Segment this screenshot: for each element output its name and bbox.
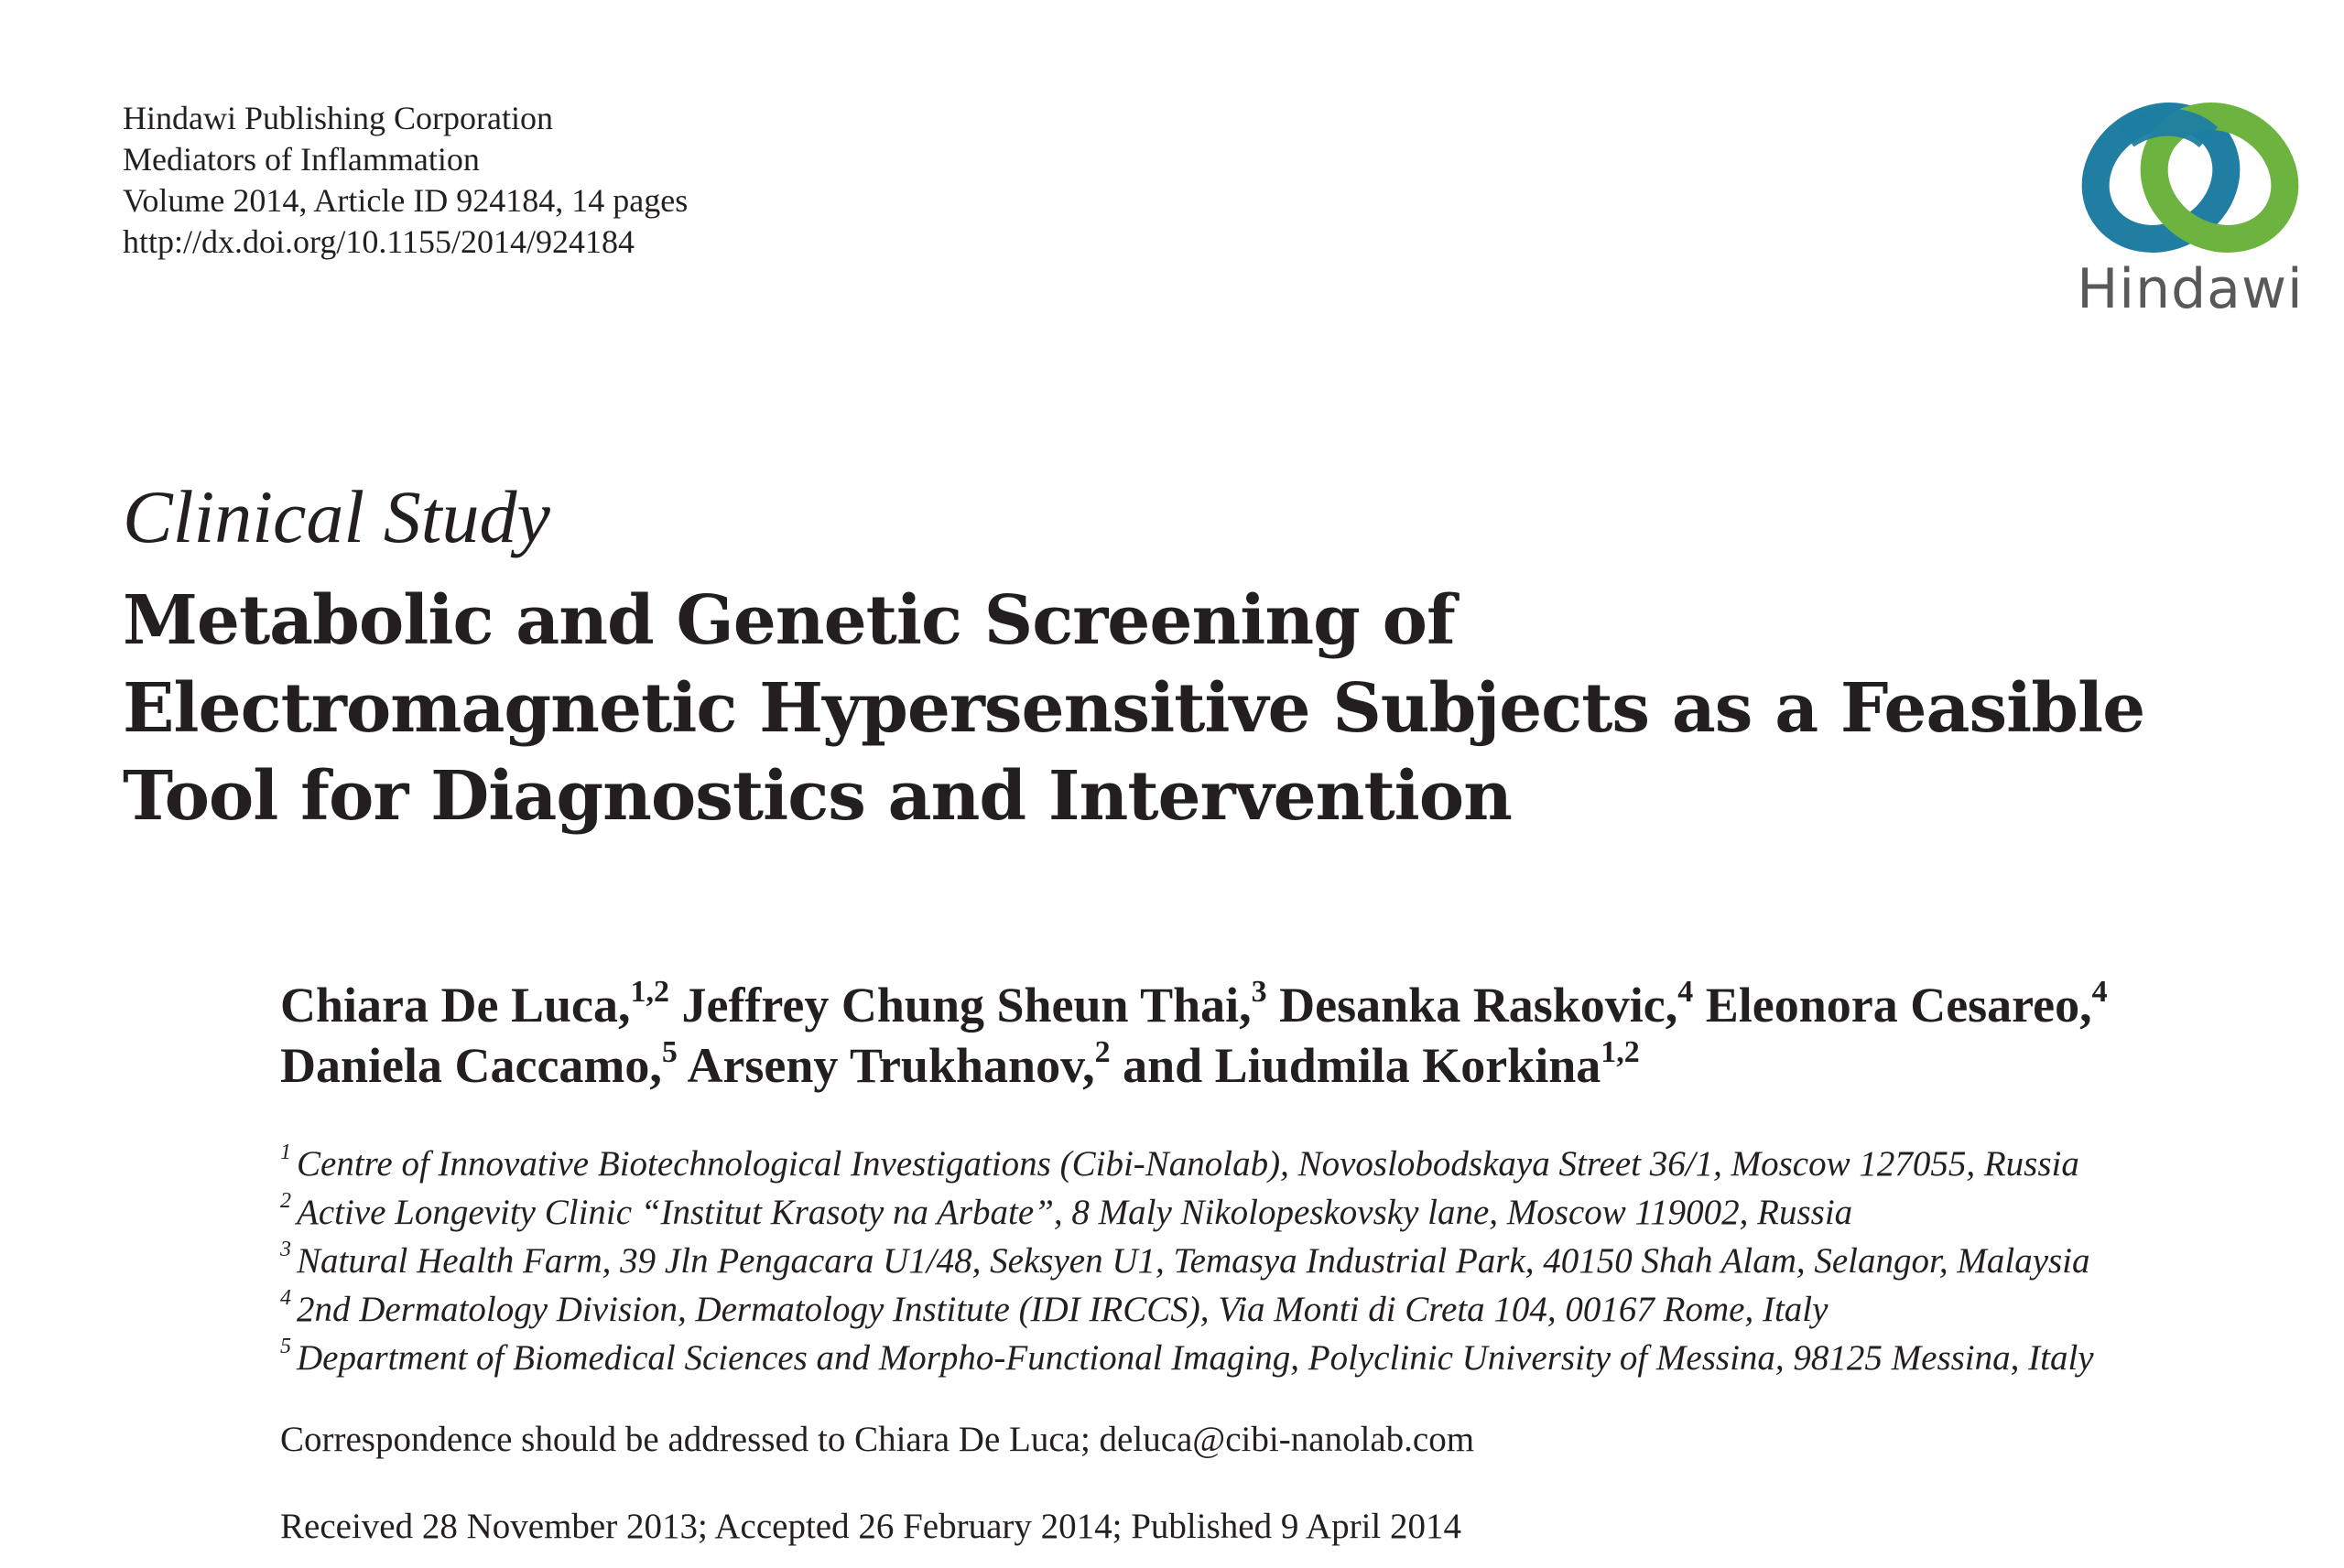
affiliation-item: [280, 1334, 2322, 1382]
author-line: [280, 1035, 2295, 1096]
author-affiliation: 4: [1677, 975, 1694, 1009]
hindawi-rings-icon: [2071, 99, 2309, 259]
affiliation-number: 2: [280, 1189, 291, 1213]
affiliation-number: 4: [280, 1286, 291, 1310]
journal-info: [123, 98, 688, 263]
affiliation-number: 1: [280, 1141, 291, 1164]
author-affiliation: 4: [2091, 975, 2108, 1009]
author-name: Chiara De Luca,: [280, 978, 631, 1033]
doi-link[interactable]: http://dx.doi.org/10.1155/2014/924184: [123, 223, 635, 260]
affiliation-list: [280, 1140, 2322, 1382]
affiliation-number: 3: [280, 1238, 291, 1261]
author-affiliation: 3: [1251, 975, 1267, 1009]
article-title: [123, 577, 2229, 840]
author-name: Desanka Raskovic,: [1279, 978, 1678, 1033]
author-name: and Liudmila Korkina: [1123, 1038, 1601, 1093]
author-name: Daniela Caccamo,: [280, 1038, 662, 1093]
author-name: Eleonora Cesareo,: [1705, 978, 2092, 1033]
affiliation-text: Department of Biomedical Sciences and Morpho-Functional Imaging, Polyclinic University of Messina, 98125 Messina, Italy: [297, 1338, 2094, 1378]
title-line: Tool for Diagnostics and Intervention: [123, 757, 1512, 836]
logo-wordmark: Hindawi: [2077, 257, 2304, 321]
author-affiliation: 1,2: [630, 975, 669, 1009]
author-name: Arseny Trukhanov,: [687, 1038, 1095, 1093]
title-line: Electromagnetic Hypersensitive Subjects as a Feasible: [123, 669, 2145, 748]
affiliation-item: [280, 1188, 2322, 1237]
author-affiliation: 5: [661, 1035, 678, 1069]
title-line: Metabolic and Genetic Screening of: [123, 581, 1455, 660]
affiliation-item: [280, 1140, 2322, 1188]
correspondence-note: Correspondence should be addressed to Chiara De Luca; deluca@cibi-nanolab.com: [280, 1420, 1475, 1459]
hindawi-logo: [2071, 99, 2309, 328]
affiliation-text: Active Longevity Clinic “Institut Krasoty na Arbate”, 8 Maly Nikolopeskovsky lane, Moscow 119002, Russia: [297, 1193, 1853, 1232]
volume-info: Volume 2014, Article ID 924184, 14 pages: [123, 182, 689, 219]
article-type: Clinical Study: [123, 475, 550, 558]
affiliation-text: Centre of Innovative Biotechnological Investigations (Cibi-Nanolab), Novoslobodskaya Street 36/1, Moscow 127055, Russia: [297, 1144, 2079, 1184]
author-name: Jeffrey Chung Sheun Thai,: [681, 978, 1252, 1033]
author-line: [280, 975, 2295, 1035]
author-affiliation: 1,2: [1601, 1035, 1640, 1069]
author-list: [280, 975, 2295, 1096]
affiliation-item: [280, 1285, 2322, 1334]
publication-dates: Received 28 November 2013; Accepted 26 February 2014; Published 9 April 2014: [280, 1507, 1462, 1546]
affiliation-number: 5: [280, 1335, 291, 1358]
affiliation-item: [280, 1237, 2322, 1285]
affiliation-text: Natural Health Farm, 39 Jln Pengacara U1/48, Seksyen U1, Temasya Industrial Park, 40150 Shah Alam, Selangor, Malaysia: [297, 1241, 2090, 1281]
publisher-name: Hindawi Publishing Corporation: [123, 100, 553, 136]
author-affiliation: 2: [1094, 1035, 1111, 1069]
affiliation-text: 2nd Dermatology Division, Dermatology Institute (IDI IRCCS), Via Monti di Creta 104, 00167 Rome, Italy: [297, 1290, 1829, 1329]
journal-name: Mediators of Inflammation: [123, 141, 480, 178]
